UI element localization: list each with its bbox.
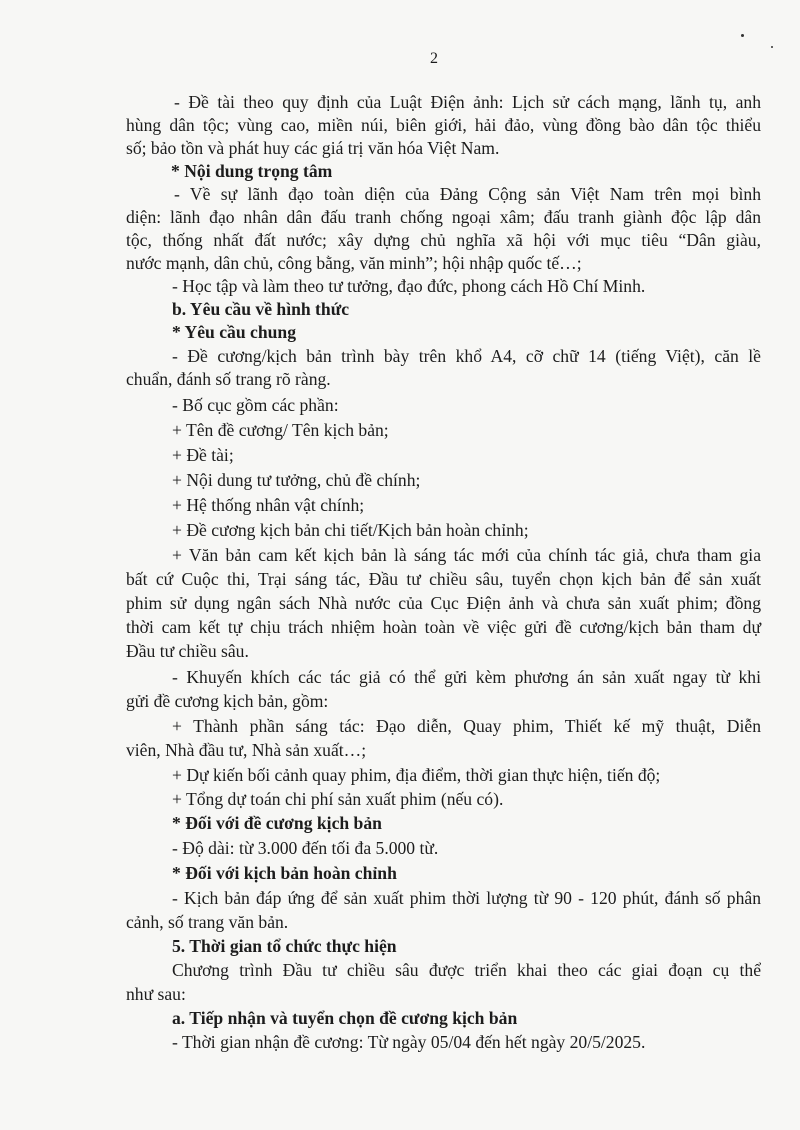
- section-heading: 5. Thời gian tổ chức thực hiện: [172, 936, 397, 956]
- section-heading: * Yêu cầu chung: [172, 322, 296, 342]
- paragraph-line: bất cứ Cuộc thi, Trại sáng tác, Đầu tư chiều sâu, tuyển chọn kịch bản để sản xuất: [126, 569, 761, 589]
- paragraph-line: cảnh, số trang văn bản.: [126, 912, 289, 932]
- paragraph-line: nước mạnh, dân chủ, công bằng, văn minh”; hội nhập quốc tế…;: [126, 253, 582, 273]
- section-heading: b. Yêu cầu về hình thức: [172, 299, 350, 319]
- list-item: + Thành phần sáng tác: Đạo diễn, Quay phim, Thiết kế mỹ thuật, Diễn: [172, 716, 761, 736]
- paragraph-line: gửi đề cương kịch bản, gồm:: [126, 691, 329, 711]
- paragraph-line: - Độ dài: từ 3.000 đến tối đa 5.000 từ.: [172, 838, 439, 858]
- paragraph-line: hùng dân tộc; vùng cao, miền núi, biên giới, hải đảo, vùng đồng bào dân tộc thiểu: [126, 115, 761, 135]
- section-heading: a. Tiếp nhận và tuyển chọn đề cương kịch bản: [172, 1008, 518, 1028]
- list-item: + Tổng dự toán chi phí sản xuất phim (nếu có).: [172, 789, 504, 809]
- list-item: + Tên đề cương/ Tên kịch bản;: [172, 420, 389, 440]
- paragraph-line: - Học tập và làm theo tư tưởng, đạo đức, phong cách Hồ Chí Minh.: [172, 276, 646, 296]
- paragraph-line: phim sử dụng ngân sách Nhà nước của Cục Điện ảnh và chưa sản xuất phim; đồng: [126, 593, 761, 613]
- list-item: + Nội dung tư tưởng, chủ đề chính;: [172, 470, 421, 490]
- paragraph-line: Chương trình Đầu tư chiều sâu được triển khai theo các giai đoạn cụ thể: [172, 960, 761, 980]
- paragraph-line: - Khuyến khích các tác giả có thể gửi kèm phương án sản xuất ngay từ khi: [172, 667, 761, 687]
- paragraph-line: diện: lãnh đạo nhân dân đấu tranh chống ngoại xâm; đấu tranh giành độc lập dân: [126, 207, 761, 227]
- paragraph-line: - Bố cục gồm các phần:: [172, 395, 339, 415]
- section-heading: * Đối với đề cương kịch bản: [172, 813, 382, 833]
- paragraph-line: thời cam kết tự chịu trách nhiệm hoàn toàn về việc gửi đề cương/kịch bản tham dự: [126, 617, 761, 637]
- list-item: + Dự kiến bối cảnh quay phim, địa điểm, thời gian thực hiện, tiến độ;: [172, 765, 661, 785]
- paragraph-line: - Về sự lãnh đạo toàn diện của Đảng Cộng sản Việt Nam trên mọi bình: [174, 184, 761, 204]
- paragraph-line: Đầu tư chiều sâu.: [126, 641, 249, 661]
- paragraph-line: - Đề cương/kịch bản trình bày trên khổ A4, cỡ chữ 14 (tiếng Việt), căn lề: [172, 346, 761, 366]
- section-heading: * Nội dung trọng tâm: [171, 161, 333, 181]
- list-item: + Văn bản cam kết kịch bản là sáng tác mới của chính tác giả, chưa tham gia: [172, 545, 761, 565]
- paragraph-line: số; bảo tồn và phát huy các giá trị văn hóa Việt Nam.: [126, 138, 500, 158]
- section-heading: * Đối với kịch bản hoàn chỉnh: [172, 863, 397, 883]
- paragraph-line: chuẩn, đánh số trang rõ ràng.: [126, 369, 331, 389]
- paragraph-line: - Kịch bản đáp ứng để sản xuất phim thời lượng từ 90 - 120 phút, đánh số phân: [172, 888, 761, 908]
- list-item: + Đề tài;: [172, 445, 234, 465]
- page-number: 2: [430, 50, 438, 67]
- paragraph-line: - Thời gian nhận đề cương: Từ ngày 05/04 đến hết ngày 20/5/2025.: [172, 1032, 646, 1052]
- paragraph-line: tộc, thống nhất đất nước; xây dựng chủ nghĩa xã hội với mục tiêu “Dân giàu,: [126, 230, 761, 250]
- paragraph-line: - Đề tài theo quy định của Luật Điện ảnh: Lịch sử cách mạng, lãnh tụ, anh: [174, 92, 761, 112]
- list-item: + Đề cương kịch bản chi tiết/Kịch bản hoàn chỉnh;: [172, 520, 529, 540]
- paragraph-line: như sau:: [126, 984, 186, 1004]
- list-item: + Hệ thống nhân vật chính;: [172, 495, 365, 515]
- paragraph-line: viên, Nhà đầu tư, Nhà sản xuất…;: [126, 740, 367, 760]
- scan-speck: [741, 34, 744, 37]
- scan-speck: [771, 46, 773, 48]
